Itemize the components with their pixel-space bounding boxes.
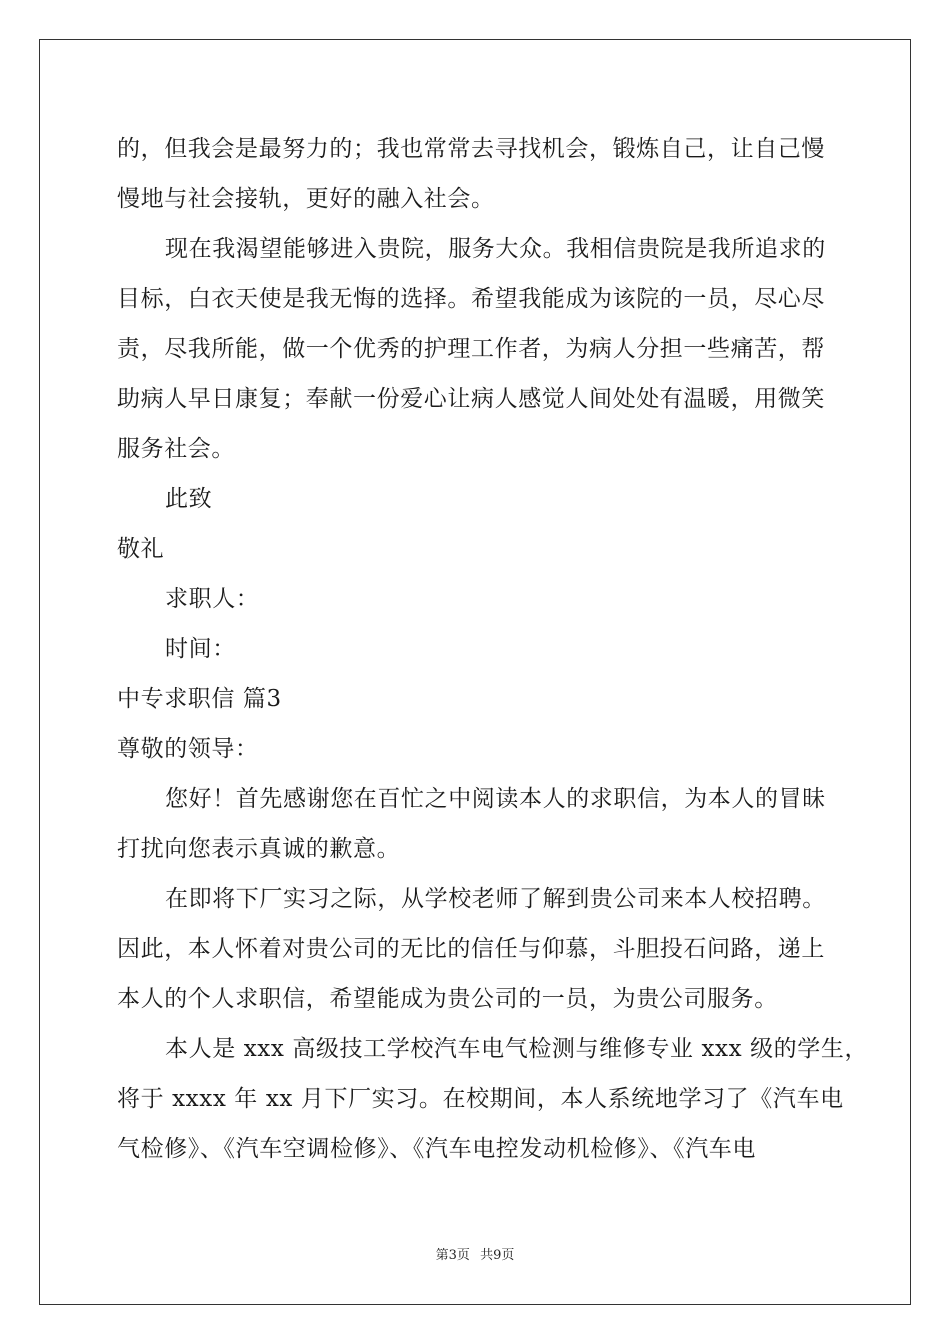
document-body [117,124,869,1174]
text-line: 将于 xxxx 年 xx 月下厂实习。在校期间，本人系统地学习了《汽车电 [117,1086,844,1112]
text-line: 责，尽我所能，做一个优秀的护理工作者，为病人分担一些痛苦，帮 [117,336,825,362]
text-line: 服务社会。 [117,436,235,462]
text-line: 因此，本人怀着对贵公司的无比的信任与仰慕，斗胆投石问路，递上 [117,936,825,962]
text-line: 助病人早日康复；奉献一份爱心让病人感觉人间处处有温暖，用微笑 [117,386,825,412]
text-line: 气检修》、《汽车空调检修》、《汽车电控发动机检修》、《汽车电 [117,1136,756,1162]
page-total: 共9页 [480,1248,515,1263]
text-line: 本人是 xxx 高级技工学校汽车电气检测与维修专业 xxx 级的学生， [165,1036,869,1062]
text-line: 本人的个人求职信，希望能成为贵公司的一员，为贵公司服务。 [117,986,778,1012]
section-title: 中专求职信 篇3 [117,686,282,712]
date-line: 时间： [165,636,236,662]
text-line: 目标，白衣天使是我无悔的选择。希望我能成为该院的一员，尽心尽 [117,286,825,312]
signature-line: 求职人： [165,586,260,612]
text-line: 的，但我会是最努力的；我也常常去寻找机会，锻炼自己，让自己慢 [117,136,825,162]
salutation-line: 此致 [165,486,213,512]
salutation-line: 敬礼 [117,536,165,562]
text-line: 您好！首先感谢您在百忙之中阅读本人的求职信，为本人的冒昧 [165,786,826,812]
page-number: 第3页 [435,1248,470,1263]
text-line: 打扰向您表示真诚的歉意。 [117,836,401,862]
page-footer [0,1244,950,1263]
text-line: 在即将下厂实习之际，从学校老师了解到贵公司来本人校招聘。 [165,886,826,912]
text-line: 现在我渴望能够进入贵院，服务大众。我相信贵院是我所追求的 [165,236,826,262]
text-line: 慢地与社会接轨，更好的融入社会。 [117,186,495,212]
greeting-line: 尊敬的领导： [117,736,259,762]
